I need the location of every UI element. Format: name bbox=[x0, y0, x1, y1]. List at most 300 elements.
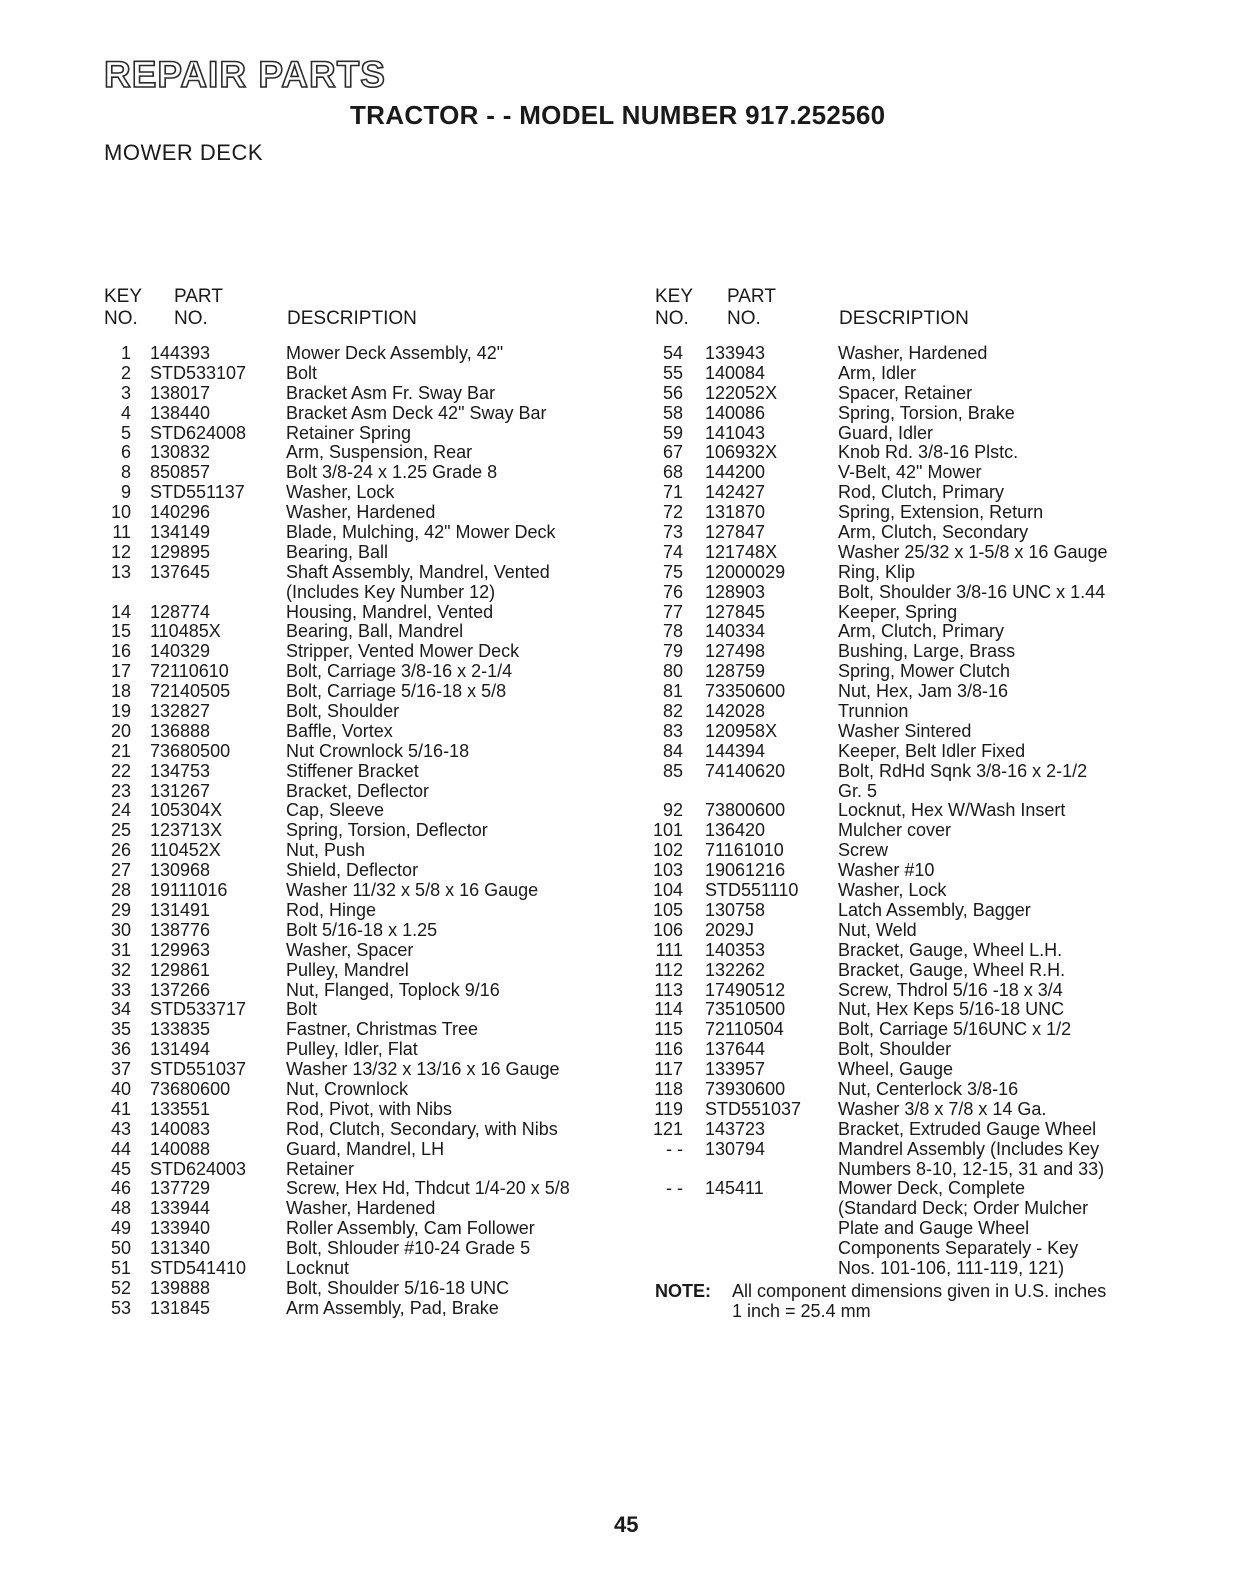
part-number: 140084 bbox=[705, 362, 766, 383]
table-row bbox=[104, 981, 644, 1001]
part-number: 140086 bbox=[705, 402, 766, 423]
part-description: Bolt, Carriage 5/16UNC x 1/2 bbox=[838, 1019, 1072, 1040]
table-row bbox=[655, 563, 1195, 583]
part-number: 73930600 bbox=[705, 1078, 786, 1099]
part-description: Bearing, Ball, Mandrel bbox=[286, 621, 464, 642]
table-row bbox=[104, 662, 644, 682]
table-row bbox=[655, 344, 1195, 364]
key-number: 55 bbox=[662, 362, 683, 383]
column-header bbox=[104, 286, 644, 338]
part-description: Wheel, Gauge bbox=[838, 1059, 954, 1080]
key-number: 73 bbox=[662, 522, 683, 543]
key-number: 15 bbox=[110, 621, 131, 642]
table-row bbox=[104, 523, 644, 543]
table-row bbox=[655, 543, 1195, 563]
part-description: Arm, Clutch, Secondary bbox=[838, 522, 1029, 543]
part-number: 131845 bbox=[150, 1297, 211, 1318]
header-key-no: NO. bbox=[104, 308, 138, 329]
parts-list-left bbox=[104, 344, 644, 1319]
table-row bbox=[104, 1279, 644, 1299]
key-number: 85 bbox=[662, 760, 683, 781]
part-description: Rod, Hinge bbox=[286, 899, 377, 920]
part-description: Shield, Deflector bbox=[286, 860, 419, 881]
part-number: 140088 bbox=[150, 1138, 211, 1159]
note-label: NOTE: bbox=[655, 1280, 711, 1301]
part-description: Bolt, Shoulder 3/8-16 UNC x 1.44 bbox=[838, 581, 1106, 602]
key-number: 103 bbox=[652, 860, 683, 881]
key-number: 119 bbox=[654, 1098, 683, 1119]
key-number: 22 bbox=[110, 760, 131, 781]
part-description: Washer 3/8 x 7/8 x 14 Ga. bbox=[838, 1098, 1047, 1119]
key-number: 81 bbox=[662, 681, 683, 702]
table-row bbox=[655, 1040, 1195, 1060]
column-header bbox=[655, 286, 1195, 338]
part-number: 106932X bbox=[705, 442, 778, 463]
key-number: 21 bbox=[110, 740, 131, 761]
part-number: 134149 bbox=[150, 522, 211, 543]
key-number: 30 bbox=[110, 919, 131, 940]
part-description: Arm, Clutch, Primary bbox=[838, 621, 1005, 642]
part-description: Nut, Flanged, Toplock 9/16 bbox=[286, 979, 500, 1000]
key-number: 3 bbox=[120, 382, 131, 403]
table-row bbox=[655, 1020, 1195, 1040]
table-row bbox=[104, 782, 644, 802]
table-row bbox=[655, 503, 1195, 523]
part-number: 132827 bbox=[150, 701, 211, 722]
key-number: 2 bbox=[120, 362, 131, 383]
table-row bbox=[655, 981, 1195, 1001]
part-description: Washer Sintered bbox=[838, 720, 972, 741]
part-number: 138776 bbox=[150, 919, 211, 940]
table-row bbox=[655, 483, 1195, 503]
table-row bbox=[104, 881, 644, 901]
part-number: 73680600 bbox=[150, 1078, 231, 1099]
part-number: 138017 bbox=[150, 382, 211, 403]
part-number: 19061216 bbox=[705, 860, 786, 881]
part-number: 129895 bbox=[150, 541, 211, 562]
part-description: Stripper, Vented Mower Deck bbox=[286, 641, 520, 662]
part-description: Knob Rd. 3/8-16 Plstc. bbox=[838, 442, 1019, 463]
part-description: Bracket, Deflector bbox=[286, 780, 430, 801]
part-number: 73680500 bbox=[150, 740, 231, 761]
table-row bbox=[104, 1299, 644, 1319]
part-description: Mower Deck Assembly, 42" bbox=[286, 343, 504, 363]
key-number: 79 bbox=[662, 641, 683, 662]
key-number: 53 bbox=[110, 1297, 131, 1318]
key-number: 6 bbox=[120, 442, 131, 463]
part-description: Gr. 5 bbox=[838, 780, 878, 801]
part-number: STD533107 bbox=[150, 362, 247, 383]
parts-column-left bbox=[104, 286, 644, 1319]
key-number: 16 bbox=[110, 641, 131, 662]
key-number: 35 bbox=[110, 1019, 131, 1040]
part-description: Nut Crownlock 5/16-18 bbox=[286, 740, 470, 761]
part-number: 122052X bbox=[705, 382, 778, 403]
key-number: 19 bbox=[110, 701, 131, 722]
table-row bbox=[104, 424, 644, 444]
part-number: 137645 bbox=[150, 561, 211, 582]
table-row bbox=[104, 901, 644, 921]
key-number: 92 bbox=[662, 800, 683, 821]
table-row bbox=[652, 880, 1195, 901]
part-description: Washer, Hardened bbox=[286, 502, 436, 523]
key-number: 102 bbox=[652, 840, 683, 861]
table-row bbox=[104, 1199, 644, 1219]
table-row bbox=[655, 364, 1195, 384]
table-row bbox=[652, 860, 1195, 881]
part-description: Components Separately - Key bbox=[838, 1238, 1079, 1259]
key-number: 18 bbox=[110, 681, 131, 702]
part-number: 134753 bbox=[150, 760, 211, 781]
part-description: Keeper, Belt Idler Fixed bbox=[838, 740, 1026, 761]
part-number: 136420 bbox=[705, 820, 766, 841]
key-number: 118 bbox=[654, 1078, 683, 1099]
page-title: REPAIR PARTS bbox=[104, 54, 386, 95]
part-description: Bolt, Carriage 3/8-16 x 2-1/4 bbox=[286, 661, 513, 682]
part-description: Nut, Weld bbox=[838, 919, 917, 940]
key-number: 27 bbox=[110, 860, 131, 881]
key-number: 83 bbox=[662, 720, 683, 741]
part-description: Bolt, Shoulder bbox=[838, 1039, 952, 1060]
part-number: 110452X bbox=[150, 840, 221, 861]
part-description: Bearing, Ball bbox=[286, 541, 389, 562]
part-description: Bolt bbox=[286, 362, 318, 383]
key-number: - - bbox=[666, 1138, 683, 1159]
key-number: 13 bbox=[110, 561, 131, 582]
part-description: Nut, Hex, Jam 3/8-16 bbox=[838, 681, 1009, 702]
part-number: 128774 bbox=[150, 601, 211, 622]
part-number: 140353 bbox=[705, 939, 766, 960]
part-number: 145411 bbox=[705, 1178, 764, 1199]
part-description: Numbers 8-10, 12-15, 31 and 33) bbox=[838, 1158, 1105, 1179]
part-description: Bolt, Shlouder #10-24 Grade 5 bbox=[286, 1238, 531, 1259]
table-row bbox=[104, 762, 644, 782]
key-number: 76 bbox=[662, 581, 683, 602]
part-number: 131491 bbox=[150, 899, 211, 920]
table-row bbox=[655, 1080, 1195, 1100]
key-number: 72 bbox=[662, 502, 683, 523]
table-row bbox=[655, 404, 1195, 424]
table-row bbox=[652, 899, 1195, 921]
part-description: Shaft Assembly, Mandrel, Vented bbox=[286, 561, 550, 582]
part-description: Washer 13/32 x 13/16 x 16 Gauge bbox=[286, 1059, 560, 1080]
part-description: Screw, Thdrol 5/16 -18 x 3/4 bbox=[838, 979, 1063, 1000]
table-row bbox=[655, 1199, 1195, 1219]
part-number: 850857 bbox=[150, 462, 211, 483]
table-row bbox=[655, 1160, 1195, 1180]
part-number: 140329 bbox=[150, 641, 211, 662]
key-number: 74 bbox=[662, 541, 683, 562]
key-number: 10 bbox=[110, 502, 131, 523]
table-row bbox=[655, 782, 1195, 802]
header-key: KEY bbox=[655, 286, 694, 307]
part-number: 128903 bbox=[705, 581, 766, 602]
part-number: 137266 bbox=[150, 979, 211, 1000]
key-number: 31 bbox=[110, 939, 131, 960]
table-row bbox=[104, 543, 644, 563]
table-row bbox=[104, 941, 644, 961]
part-description: Mandrel Assembly (Includes Key bbox=[838, 1138, 1100, 1159]
part-number: 133835 bbox=[150, 1019, 211, 1040]
table-row bbox=[655, 523, 1195, 543]
part-description: Bracket, Gauge, Wheel R.H. bbox=[838, 959, 1066, 980]
table-row bbox=[104, 821, 644, 841]
table-row bbox=[104, 1060, 644, 1080]
part-number: STD624008 bbox=[150, 422, 247, 443]
part-number: 133944 bbox=[150, 1198, 211, 1219]
key-number: 34 bbox=[110, 999, 131, 1020]
part-number: 133940 bbox=[150, 1218, 211, 1239]
part-number: 72140505 bbox=[150, 681, 231, 702]
table-row bbox=[104, 722, 644, 742]
key-number: 113 bbox=[654, 979, 683, 1000]
table-row bbox=[655, 1179, 1195, 1199]
part-description: Nut, Centerlock 3/8-16 bbox=[838, 1078, 1019, 1099]
key-number: 45 bbox=[110, 1158, 131, 1179]
part-number: 137644 bbox=[705, 1039, 766, 1060]
part-number: 133943 bbox=[705, 343, 766, 363]
dimension-note bbox=[655, 1281, 1195, 1321]
key-number: 14 bbox=[110, 601, 131, 622]
header-part-no: NO. bbox=[174, 308, 208, 329]
table-row bbox=[655, 722, 1195, 742]
part-number: 144200 bbox=[705, 462, 766, 483]
part-number: 127498 bbox=[705, 641, 766, 662]
part-description: Bolt 5/16-18 x 1.25 bbox=[286, 919, 438, 940]
key-number: 48 bbox=[110, 1198, 131, 1219]
key-number: 114 bbox=[654, 999, 683, 1020]
table-row bbox=[652, 820, 1195, 841]
part-description: (Includes Key Number 12) bbox=[286, 581, 496, 602]
part-description: Washer, Spacer bbox=[286, 939, 414, 960]
part-number: 131870 bbox=[705, 502, 766, 523]
table-row bbox=[104, 583, 644, 603]
key-number: 84 bbox=[662, 740, 683, 761]
key-number: 115 bbox=[654, 1019, 683, 1040]
part-description: Bracket Asm Fr. Sway Bar bbox=[286, 382, 496, 403]
table-row bbox=[104, 1259, 644, 1279]
key-number: 33 bbox=[110, 979, 131, 1000]
key-number: 121 bbox=[652, 1118, 683, 1139]
table-row bbox=[104, 1160, 644, 1180]
part-number: 133551 bbox=[150, 1098, 211, 1119]
table-row bbox=[104, 622, 644, 642]
key-number: 71 bbox=[662, 482, 683, 503]
key-number: 24 bbox=[110, 800, 131, 821]
key-number: 43 bbox=[110, 1118, 131, 1139]
part-number: 120958X bbox=[705, 720, 778, 741]
header-description: DESCRIPTION bbox=[839, 308, 969, 329]
table-row bbox=[104, 1040, 644, 1060]
header-part-no: NO. bbox=[727, 308, 761, 329]
part-number: 143723 bbox=[705, 1118, 766, 1139]
part-description: Ring, Klip bbox=[838, 561, 916, 582]
part-number: 131494 bbox=[150, 1039, 211, 1060]
part-number: 144393 bbox=[150, 343, 211, 363]
part-description: Arm, Idler bbox=[838, 362, 917, 383]
key-number: 44 bbox=[110, 1138, 131, 1159]
key-number: 41 bbox=[110, 1098, 131, 1119]
part-description: Bolt, RdHd Sqnk 3/8-16 x 2-1/2 bbox=[838, 760, 1088, 781]
part-description: Cap, Sleeve bbox=[286, 800, 385, 821]
key-number: 32 bbox=[110, 959, 131, 980]
table-row bbox=[104, 503, 644, 523]
table-row bbox=[655, 1100, 1195, 1120]
part-number: 136888 bbox=[150, 720, 211, 741]
part-description: Spring, Mower Clutch bbox=[838, 661, 1011, 682]
table-row bbox=[104, 1020, 644, 1040]
part-number: 142427 bbox=[705, 482, 766, 503]
key-number: 105 bbox=[652, 899, 683, 920]
key-number: 4 bbox=[120, 402, 131, 423]
part-number: 129963 bbox=[150, 939, 211, 960]
table-row bbox=[655, 702, 1195, 722]
part-number: 130758 bbox=[705, 899, 766, 920]
key-number: 77 bbox=[662, 601, 683, 622]
part-number: 73350600 bbox=[705, 681, 786, 702]
part-number: 130832 bbox=[150, 442, 211, 463]
part-number: STD551110 bbox=[705, 880, 799, 901]
part-number: 144394 bbox=[705, 740, 766, 761]
key-number: 59 bbox=[662, 422, 683, 443]
part-description: Bracket Asm Deck 42" Sway Bar bbox=[286, 402, 547, 423]
key-number: 68 bbox=[662, 462, 683, 483]
part-description: Blade, Mulching, 42" Mower Deck bbox=[286, 522, 556, 543]
part-description: Bracket, Gauge, Wheel L.H. bbox=[838, 939, 1063, 960]
part-description: Washer, Hardened bbox=[286, 1198, 436, 1219]
part-description: Mower Deck, Complete bbox=[838, 1178, 1026, 1199]
key-number: 8 bbox=[120, 462, 131, 483]
note-line: 1 inch = 25.4 mm bbox=[732, 1300, 871, 1321]
part-number: 72110504 bbox=[705, 1019, 784, 1040]
part-number: 140334 bbox=[705, 621, 766, 642]
table-row bbox=[104, 483, 644, 503]
part-number: 12000029 bbox=[705, 561, 786, 582]
part-number: 2029J bbox=[705, 919, 755, 940]
part-number: 131340 bbox=[150, 1238, 211, 1259]
table-row bbox=[104, 1239, 644, 1259]
part-description: Screw, Hex Hd, Thdcut 1/4-20 x 5/8 bbox=[286, 1178, 570, 1199]
table-row bbox=[652, 919, 1195, 941]
table-row bbox=[655, 801, 1195, 821]
part-number: 73800600 bbox=[705, 800, 786, 821]
table-row bbox=[104, 603, 644, 623]
part-description: Arm, Suspension, Rear bbox=[286, 442, 473, 463]
key-number: 5 bbox=[120, 422, 131, 443]
key-number: 56 bbox=[662, 382, 683, 403]
table-row bbox=[655, 762, 1195, 782]
part-description: Spring, Torsion, Deflector bbox=[286, 820, 488, 841]
table-row bbox=[655, 1259, 1195, 1279]
key-number: 25 bbox=[110, 820, 131, 841]
part-number: 140083 bbox=[150, 1118, 211, 1139]
key-number: 17 bbox=[110, 661, 131, 682]
header-part: PART bbox=[174, 286, 223, 307]
table-row bbox=[104, 1000, 644, 1020]
part-number: STD551037 bbox=[705, 1098, 802, 1119]
key-number: 67 bbox=[662, 442, 683, 463]
part-description: Bolt bbox=[286, 999, 318, 1020]
key-number: 37 bbox=[110, 1059, 131, 1080]
key-number: 20 bbox=[110, 720, 131, 741]
part-number: 72110610 bbox=[150, 661, 229, 682]
part-description: Rod, Pivot, with Nibs bbox=[286, 1098, 453, 1119]
key-number: 116 bbox=[654, 1039, 683, 1060]
key-number: 51 bbox=[110, 1257, 131, 1278]
table-row bbox=[655, 662, 1195, 682]
table-row bbox=[655, 1239, 1195, 1259]
part-description: Keeper, Spring bbox=[838, 601, 958, 622]
part-description: Washer, Lock bbox=[838, 880, 947, 901]
part-number: STD541410 bbox=[150, 1257, 247, 1278]
table-row bbox=[104, 463, 644, 483]
part-number: 140296 bbox=[150, 502, 211, 523]
part-description: Washer 25/32 x 1-5/8 x 16 Gauge bbox=[838, 541, 1108, 562]
key-number: 117 bbox=[654, 1059, 683, 1080]
table-row bbox=[104, 961, 644, 981]
part-description: Locknut bbox=[286, 1257, 350, 1278]
part-number: 127847 bbox=[705, 522, 766, 543]
part-description: Roller Assembly, Cam Follower bbox=[286, 1218, 535, 1239]
part-description: Mulcher cover bbox=[838, 820, 952, 841]
table-row bbox=[104, 702, 644, 722]
part-description: Bolt, Carriage 5/16-18 x 5/8 bbox=[286, 681, 507, 702]
table-row bbox=[655, 622, 1195, 642]
header-part: PART bbox=[727, 286, 776, 307]
part-description: Guard, Mandrel, LH bbox=[286, 1138, 445, 1159]
part-description: Retainer bbox=[286, 1158, 355, 1179]
part-number: 128759 bbox=[705, 661, 766, 682]
key-number: - - bbox=[666, 1178, 683, 1199]
key-number: 104 bbox=[652, 880, 683, 901]
key-number: 1 bbox=[120, 343, 131, 363]
part-description: Retainer Spring bbox=[286, 422, 412, 443]
part-description: Bolt 3/8-24 x 1.25 Grade 8 bbox=[286, 462, 498, 483]
key-number: 12 bbox=[110, 541, 131, 562]
key-number: 111 bbox=[655, 939, 683, 960]
part-number: 139888 bbox=[150, 1277, 211, 1298]
part-number: 121748X bbox=[705, 541, 778, 562]
part-number: 127845 bbox=[705, 601, 766, 622]
parts-list-right bbox=[652, 343, 1195, 1279]
part-description: Spacer, Retainer bbox=[838, 382, 973, 403]
table-row bbox=[104, 344, 644, 364]
part-number: 130968 bbox=[150, 860, 211, 881]
key-number: 54 bbox=[662, 343, 683, 363]
key-number: 112 bbox=[654, 959, 683, 980]
table-row bbox=[655, 961, 1195, 981]
part-description: Stiffener Bracket bbox=[286, 760, 419, 781]
key-number: 58 bbox=[662, 402, 683, 423]
table-row bbox=[104, 801, 644, 821]
part-description: Pulley, Idler, Flat bbox=[286, 1039, 418, 1060]
key-number: 101 bbox=[652, 820, 683, 841]
part-number: 131267 bbox=[150, 780, 211, 801]
part-number: 138440 bbox=[150, 402, 211, 423]
table-row bbox=[104, 921, 644, 941]
key-number: 49 bbox=[110, 1218, 131, 1239]
parts-column-right bbox=[652, 286, 1195, 1321]
key-number: 28 bbox=[110, 880, 131, 901]
part-description: Nut, Hex Keps 5/16-18 UNC bbox=[838, 999, 1065, 1020]
part-description: Bushing, Large, Brass bbox=[838, 641, 1016, 662]
part-number: 71161010 bbox=[705, 840, 784, 861]
part-description: Bolt, Shoulder 5/16-18 UNC bbox=[286, 1277, 510, 1298]
part-number: 129861 bbox=[150, 959, 211, 980]
page-number: 45 bbox=[614, 1512, 639, 1537]
part-description: Bolt, Shoulder bbox=[286, 701, 400, 722]
key-number: 29 bbox=[110, 899, 131, 920]
